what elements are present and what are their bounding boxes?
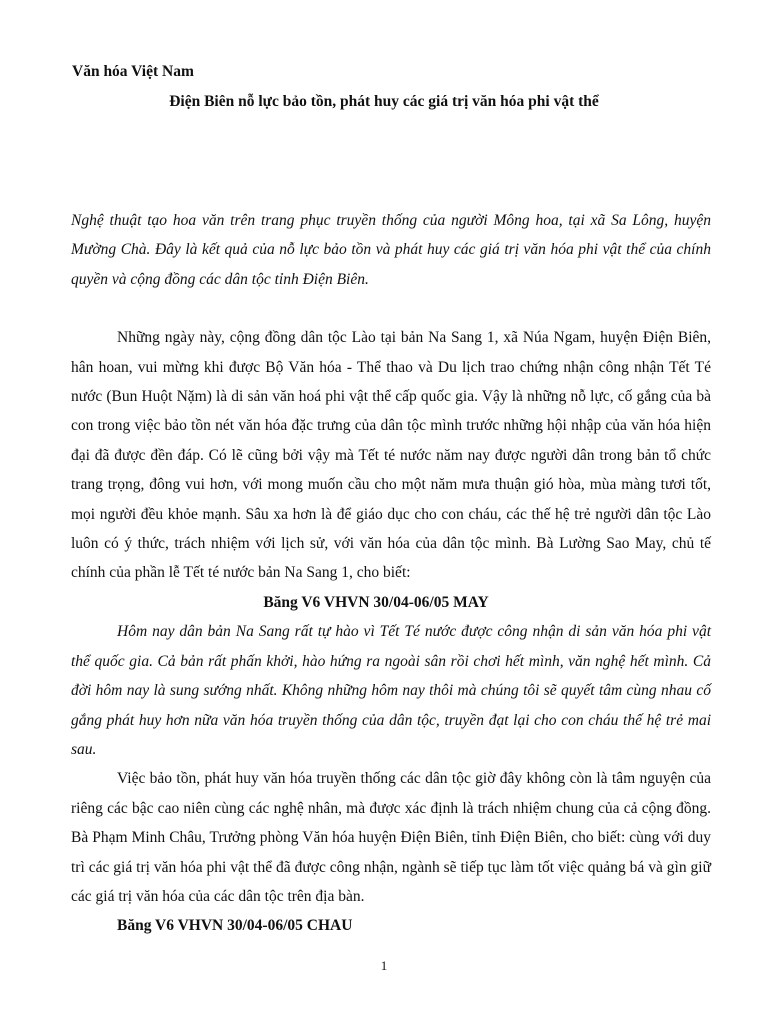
body-paragraph-2: Việc bảo tồn, phát huy văn hóa truyền thống các dân tộc giờ đây không còn là tâm nguyện của riêng các bậc cao niên cùng các nghệ nhân, mà được xác định là trách nhiệm chung của cả cộng đồng. Bà Phạm Minh Châu, Trưởng phòng Văn hóa huyện Điện Biên, tỉnh Điện Biên, cho biết: cùng với duy trì các giá trị văn hóa phi vật thể đã được công nhận, ngành sẽ tiếp tục làm tốt việc quảng bá và gìn giữ các giá trị văn hóa của các dân tộc trên địa bàn. — [71, 770, 711, 905]
document-title: Điện Biên nỗ lực bảo tồn, phát huy các giá trị văn hóa phi vật thể — [169, 93, 599, 110]
page-number: 1 — [380, 958, 388, 973]
body-paragraph-1: Những ngày này, cộng đồng dân tộc Lào tại bản Na Sang 1, xã Núa Ngam, huyện Điện Biên, hân hoan, vui mừng khi được Bộ Văn hóa - Thể thao và Du lịch trao chứng nhận công nhận Tết Té nước (Bun Huột Nặm) là di sản văn hoá phi vật thể cấp quốc gia. Vậy là những nỗ lực, cố gắng của bà con trong việc bảo tồn nét văn hóa đặc trưng của dân tộc mình trước những hội nhập của văn hóa hiện đại đã được đền đáp. Có lẽ cũng bởi vậy mà Tết té nước năm nay được người dân trong bản tổ chức trang trọng, đông vui hơn, với mong muốn cầu cho một năm mưa thuận gió hòa, mùa màng tươi tốt, mọi người đều khỏe mạnh. Sâu xa hơn là để giáo dục cho con cháu, các thế hệ trẻ người dân tộc Lào luôn có ý thức, trách nhiệm với lịch sử, với văn hóa của dân tộc mình. Bà Lường Sao May, chủ tế chính của phần lễ Tết té nước bản Na Sang 1, cho biết: — [71, 329, 711, 582]
section-heading: Văn hóa Việt Nam — [72, 63, 194, 80]
quote-paragraph: Hôm nay dân bản Na Sang rất tự hào vì Tết Té nước được công nhận di sản văn hóa phi vật thể quốc gia. Cả bản rất phấn khởi, hào hứng ra ngoài sân rồi chơi hết mình, văn nghệ hết mình. Cả đời hôm nay là sung sướng nhất. Không những hôm nay thôi mà chúng tôi sẽ quyết tâm cùng nhau cố gắng phát huy hơn nữa văn hóa truyền thống của dân tộc, truyền đạt lại cho con cháu thế hệ trẻ mai sau. — [71, 623, 711, 758]
article-body — [71, 206, 711, 941]
tape-reference-may: Băng V6 VHVN 30/04-06/05 MAY — [263, 593, 489, 611]
tape-reference-chau: Băng V6 VHVN 30/04-06/05 CHAU — [117, 917, 353, 935]
lead-paragraph: Nghệ thuật tạo hoa văn trên trang phục truyền thống của người Mông hoa, tại xã Sa Lông, huyện Mường Chà. Đây là kết quả của nỗ lực bảo tồn và phát huy các giá trị văn hóa phi vật thể của chính quyền và cộng đồng các dân tộc tỉnh Điện Biên. — [71, 212, 711, 288]
